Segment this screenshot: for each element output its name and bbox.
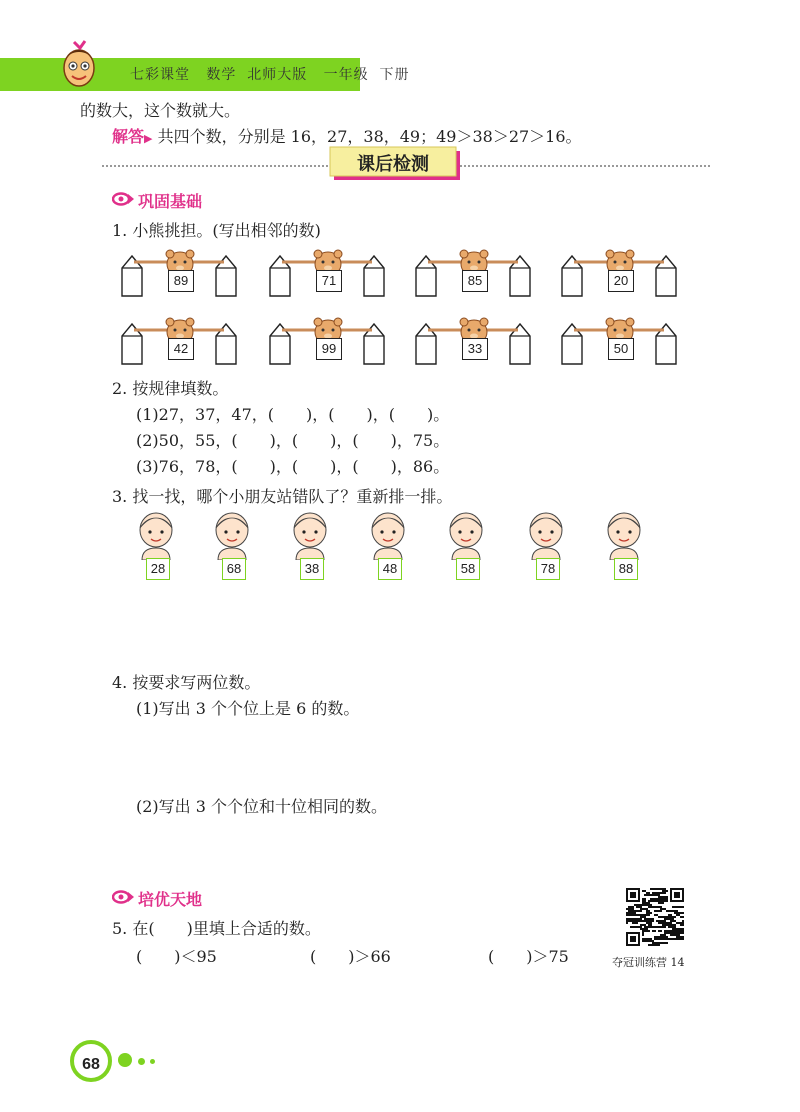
arrow-icon: ▶ xyxy=(144,132,153,145)
child-number-box: 28 xyxy=(146,558,170,580)
answer-line xyxy=(112,124,582,147)
child-icon xyxy=(364,508,412,560)
bear-number-box: 42 xyxy=(168,338,194,360)
header-series: 七彩课堂 xyxy=(130,67,190,83)
q5-item-3: ( )＞75 xyxy=(488,947,569,966)
header-term: 下册 xyxy=(379,67,410,83)
child-icon xyxy=(286,508,334,560)
child-number-box: 38 xyxy=(300,558,324,580)
child-icon xyxy=(132,508,180,560)
bear-number-box: 20 xyxy=(608,270,634,292)
child-icon xyxy=(522,508,570,560)
q5-item-2: ( )＞66 xyxy=(310,947,391,966)
eye-icon xyxy=(112,192,134,206)
header-subject: 数学 xyxy=(206,67,237,83)
q2-text: 2. 按规律填数。 xyxy=(112,379,229,398)
bear-number-box: 71 xyxy=(316,270,342,292)
child-number-box: 48 xyxy=(378,558,402,580)
bear-number-box: 85 xyxy=(462,270,488,292)
child-icon xyxy=(208,508,256,560)
header-title xyxy=(130,64,410,84)
qr-code-icon[interactable] xyxy=(626,888,684,946)
answer-label: 解答 xyxy=(112,127,145,146)
qr-caption: 夺冠训练营 14 xyxy=(612,956,685,969)
bear-number-box: 33 xyxy=(462,338,488,360)
divider-right xyxy=(460,165,710,167)
header-edition: 北师大版 xyxy=(247,67,308,83)
page-number: 68 xyxy=(70,1040,112,1082)
bear-number-box: 89 xyxy=(168,270,194,292)
q2-line-3: (3)76，78，( )，( )，( )，86。 xyxy=(136,457,450,476)
q4-sub-2: (2)写出 3 个个位和十位相同的数。 xyxy=(136,797,388,816)
page-dot xyxy=(118,1053,132,1067)
child-icon xyxy=(442,508,490,560)
header-grade: 一年级 xyxy=(323,67,369,83)
bear-number-box: 99 xyxy=(316,338,342,360)
q5-text: 5. 在( )里填上合适的数。 xyxy=(112,919,321,938)
child-number-box: 68 xyxy=(222,558,246,580)
header-rule xyxy=(0,88,360,91)
mascot-icon xyxy=(58,38,100,90)
eye-icon xyxy=(112,890,134,904)
banner-title: 课后检测 xyxy=(357,154,429,175)
divider-left xyxy=(102,165,328,167)
answer-text: 共四个数，分别是 16，27，38，49；49＞38＞27＞16。 xyxy=(157,127,582,146)
q2-line-2: (2)50，55，( )，( )，( )，75。 xyxy=(136,431,450,450)
page-dot xyxy=(138,1058,145,1065)
child-number-box: 58 xyxy=(456,558,480,580)
section-title-advanced: 培优天地 xyxy=(138,890,203,909)
q4-text: 4. 按要求写两位数。 xyxy=(112,673,261,692)
q1-text: 1. 小熊挑担。(写出相邻的数) xyxy=(112,221,321,240)
q3-text: 3. 找一找，哪个小朋友站错队了？重新排一排。 xyxy=(112,487,453,506)
intro-line: 的数大，这个数就大。 xyxy=(80,101,241,120)
bear-number-box: 50 xyxy=(608,338,634,360)
child-icon xyxy=(600,508,648,560)
child-number-box: 88 xyxy=(614,558,638,580)
section-title-basic: 巩固基础 xyxy=(138,192,203,211)
q2-line-1: (1)27，37，47，( )，( )，( )。 xyxy=(136,405,450,424)
q5-item-1: ( )＜95 xyxy=(136,947,217,966)
page-dot xyxy=(150,1059,155,1064)
child-number-box: 78 xyxy=(536,558,560,580)
q4-sub-1: (1)写出 3 个个位上是 6 的数。 xyxy=(136,699,360,718)
